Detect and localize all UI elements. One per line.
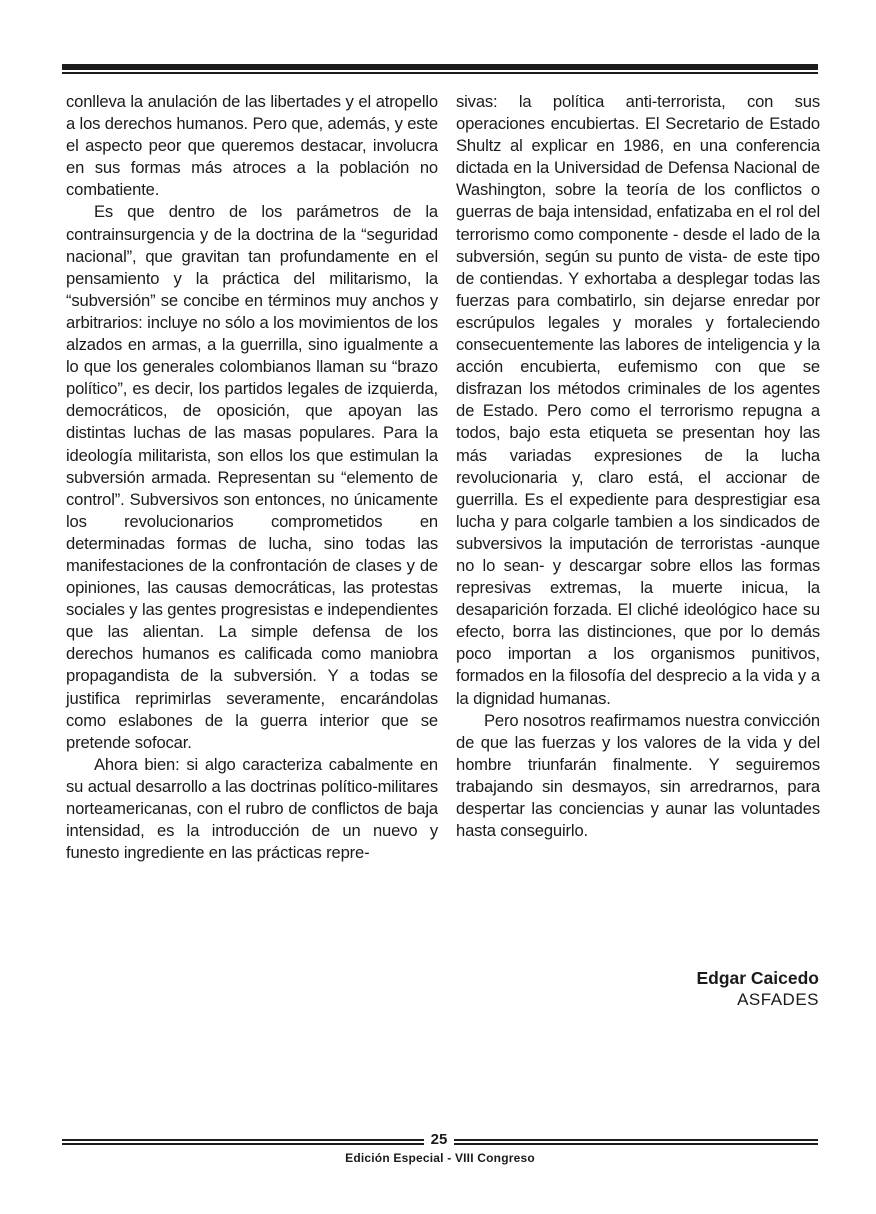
paragraph: Pero nosotros reafirmamos nuestra convicción de que las fuerzas y los valores de la vida y del hombre triunfarán finalmente. Y seguiremos trabajando sin desmayos, sin arredrarnos, para despertar las conciencias y aunar las voluntades hasta conseguirlo. [456, 710, 820, 841]
left-column [66, 91, 438, 864]
top-rule [62, 64, 818, 74]
signature [696, 967, 819, 1011]
paragraph: Ahora bien: si algo caracteriza cabalmente en su actual desarrollo a las doctrinas político-militares norteamericanas, con el rubro de conflictos de baja intensidad, es la introducción de un nuevo y funesto ingrediente en las prácticas repre- [66, 754, 438, 863]
footer-rule-left [62, 1139, 424, 1145]
paragraph: Es que dentro de los parámetros de la contrainsurgencia y de la doctrina de la “seguridad nacional”, que gravitan tan profundamente en el pensamiento y la práctica del militarismo, la “subversión” se concibe en términos muy anchos y arbitrarios: incluye no sólo a los movimientos de los alzados en armas, a la guerrilla, sino igualmente a lo que los generales colombianos llaman su “brazo político”, es decir, los partidos legales de izquierda, democráticos, de oposición, que apoyan las distintas luchas de las masas populares. Para la ideología militarista, son ellos los que estimulan la subversión armada. Representan su “elemento de control”. Subversivos son entonces, no únicamente los revolucionarios comprometidos en determinadas formas de lucha, sino todas las manifestaciones de la confrontación de clases y de opiniones, las causas democráticas, las protestas sociales y las gentes progresistas e independientes que las alientan. La simple defensa de los derechos humanos es calificada como maniobra propagandista de la subversión. Y a todas se justifica reprimirlas severamente, encarándolas como eslabones de la guerra interior que se pretende sofocar. [66, 202, 438, 752]
page-footer [62, 1131, 818, 1174]
page-number: 25 [430, 1131, 448, 1148]
footer-rule-right [454, 1139, 818, 1145]
author-name: Edgar Caicedo [696, 968, 819, 988]
paragraph: conlleva la anulación de las libertades y el atropello a los derechos humanos. Pero que, además, y este el aspecto peor que queremos destacar, involucra en sus formas más atroces a la población no combatiente. [66, 92, 438, 200]
paragraph: sivas: la política anti-terrorista, con sus operaciones encubiertas. El Secretario de Estado Shultz al explicar en 1986, en una conferencia dictada en la Universidad de Defensa Nacional de Washington, sobre la teoría de los conflictos o guerras de baja intensidad, enfatizaba en el rol del terrorismo como componente - desde el lado de la subversión, según su punto de vista- de este tipo de contiendas. Y exhortaba a desplegar todas las fuerzas para combatirlo, sin dejarse enredar por escrúpulos legales y morales y fortaleciendo consecuentemente las labores de inteligencia y la acción encubierta, eufemismo con que se disfrazan los métodos criminales de los agentes de Estado. Pero como el terrorismo repugna a todos, bajo esta etiqueta se presentan hoy las más variadas expresiones de la lucha revolucionaria y, claro está, el accionar de guerrilla. Es el expediente para desprestigiar esa lucha y para colgarle tambien a los sindicados de subversivos la imputación de terroristas -aunque no lo sean- y descargar sobre ellos las formas represivas extremas, la muerte inicua, la desaparición forzada. El cliché ideológico hace su efecto, borra las distinciones, que por lo demás poco importan a los organismos punitivos, formados en la filosofía del desprecio a la vida y a la dignidad humanas. [456, 92, 820, 708]
edition-label: Edición Especial - VIII Congreso [345, 1151, 535, 1165]
author-organization: ASFADES [737, 990, 819, 1009]
right-column [456, 91, 820, 842]
